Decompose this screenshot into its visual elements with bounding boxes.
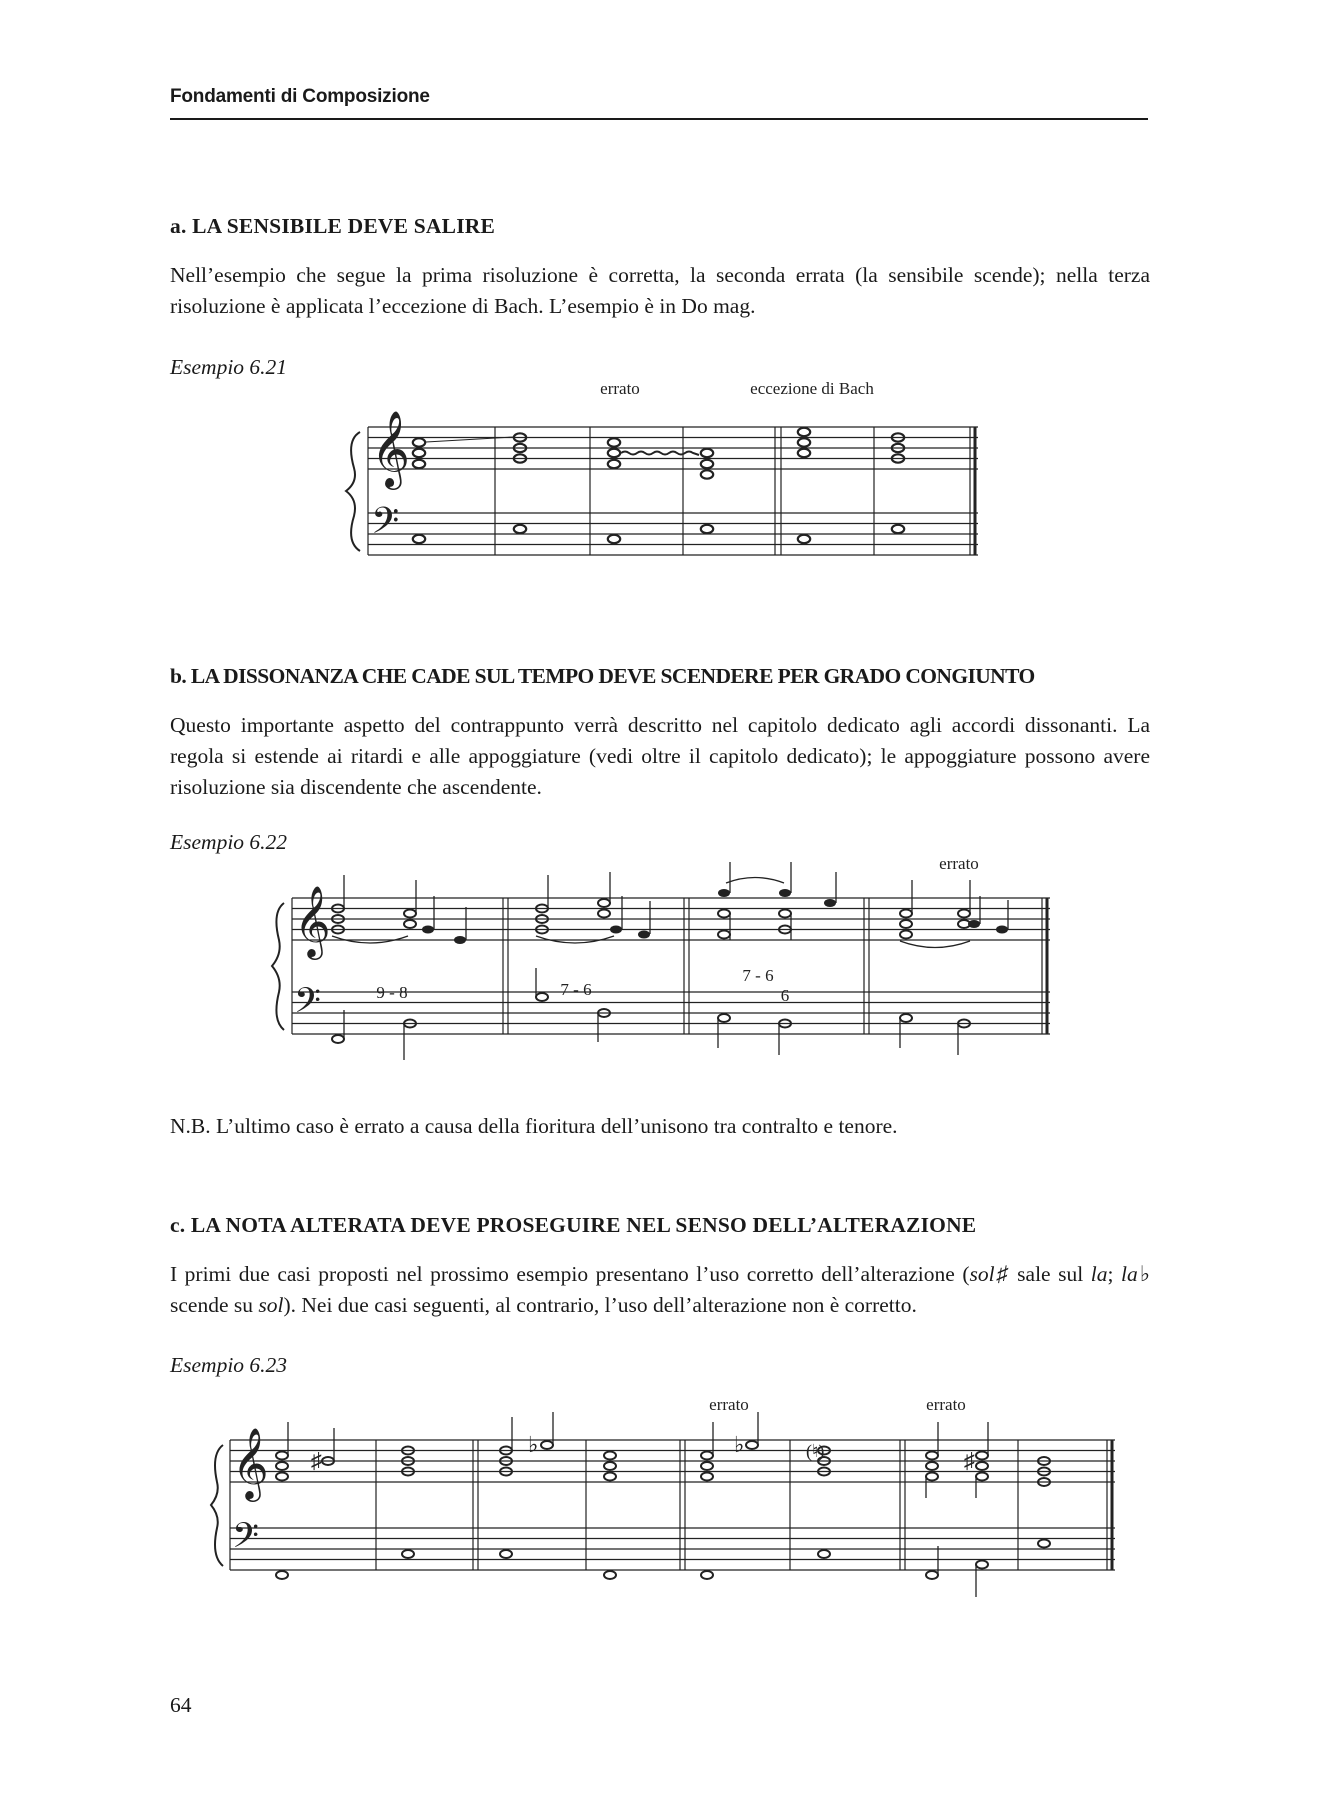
section-b-heading: b. LA DISSONANZA CHE CADE SUL TEMPO DEVE SCENDERE PER GRADO CONGIUNTO (170, 664, 1035, 688)
svg-text:𝄢: 𝄢 (371, 501, 400, 550)
errato-label: errato (600, 379, 640, 398)
nb-note: N.B. L’ultimo caso è errato a causa della fioritura dell’unisono tra contralto e tenore. (170, 1114, 898, 1138)
figure-7-6-a: 7 - 6 (560, 980, 592, 999)
svg-text:♭: ♭ (734, 1432, 745, 1457)
example-6-23-score (210, 1390, 1130, 1605)
svg-text:𝄢: 𝄢 (294, 983, 322, 1029)
example-6-22-label: Esempio 6.22 (170, 830, 288, 854)
example-6-21-score (340, 370, 980, 585)
example-6-22-score (270, 850, 1060, 1070)
running-header (170, 86, 1148, 120)
figure-6: 6 (780, 986, 790, 1005)
svg-text:𝄞: 𝄞 (294, 888, 331, 956)
bach-exception-label: eccezione di Bach (750, 379, 874, 398)
svg-text:♯: ♯ (311, 1448, 322, 1473)
svg-text:𝄢: 𝄢 (232, 1518, 260, 1564)
figure-9-8: 9 - 8 (376, 983, 408, 1002)
section-c-heading: c. LA NOTA ALTERATA DEVE PROSEGUIRE NEL SENSO DELL’ALTERAZIONE (170, 1213, 977, 1237)
section-a-heading: a. LA SENSIBILE DEVE SALIRE (170, 214, 496, 238)
errato-label-2: errato (926, 1395, 966, 1414)
errato-label-1: errato (709, 1395, 749, 1414)
svg-text:𝄞: 𝄞 (232, 1430, 269, 1498)
svg-text:(♮): (♮) (806, 1441, 825, 1461)
page-number: 64 (170, 1693, 192, 1717)
errato-label: errato (939, 854, 979, 873)
svg-text:𝄞: 𝄞 (371, 413, 411, 486)
section-c-paragraph: I primi due casi proposti nel prossimo esempio presentano l’uso corretto dell’alterazione (sol♯ sale sul la; la♭ scende su sol). Nei due casi seguenti, al contrario, l’uso dell’alterazione non è corretto. (170, 1262, 1150, 1317)
book-title: Fondamenti di Composizione (170, 86, 430, 107)
example-6-21-label: Esempio 6.21 (170, 355, 288, 379)
svg-text:♯: ♯ (964, 1448, 975, 1473)
figure-7-6-b: 7 - 6 (742, 966, 774, 985)
svg-text:♭: ♭ (528, 1432, 539, 1457)
example-6-23-label: Esempio 6.23 (170, 1353, 288, 1377)
section-a-paragraph: Nell’esempio che segue la prima risoluzione è corretta, la seconda errata (la sensibile scende); nella terza risoluzione è applicata l’eccezione di Bach. L’esempio è in Do mag. (170, 263, 1150, 318)
section-b-paragraph: Questo importante aspetto del contrappunto verrà descritto nel capitolo dedicato agli accordi dissonanti. La regola si estende ai ritardi e alle appoggiature (vedi oltre il capitolo dedicato); le appoggiature possono avere risoluzione sia discendente che ascendente. (170, 713, 1150, 799)
